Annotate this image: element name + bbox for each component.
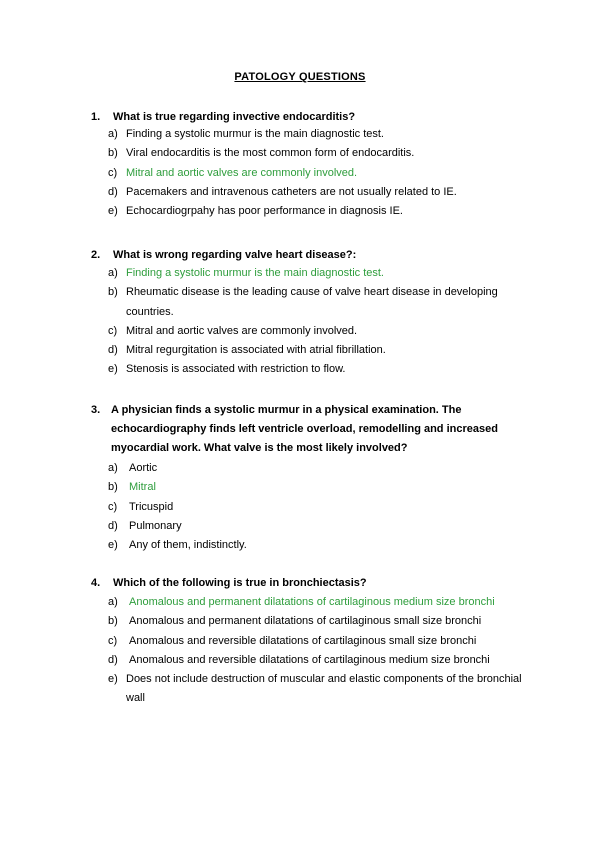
question-text: What is true regarding invective endocarditis? [113,111,356,123]
option-text: Anomalous and permanent dilatations of cartilaginous small size bronchi [129,615,482,628]
option-label: a) [108,267,118,279]
option-e [108,536,528,555]
option-text: Rheumatic disease is the leading cause of valve heart disease in developing countries. [126,286,498,318]
option-a [108,125,528,144]
option-c [108,498,528,517]
option-text: Mitral and aortic valves are commonly involved. [126,324,358,337]
option-text: Any of them, indistinctly. [129,539,247,552]
option-label: c) [108,166,118,179]
option-label: a) [108,462,118,474]
option-text: Mitral regurgitation is associated with atrial fibrillation. [126,344,386,357]
option-text: Mitral and aortic valves are commonly involved. [126,166,358,179]
option-label: c) [108,634,118,647]
option-text: Pulmonary [129,519,182,532]
option-text: Anomalous and reversible dilatations of cartilaginous small size bronchi [129,634,477,647]
question-text: What is wrong regarding valve heart disease?: [113,249,357,261]
option-b [108,283,528,322]
option-e [108,670,528,709]
option-text: Finding a systolic murmur is the main diagnostic test. [126,267,384,279]
option-c-correct [108,164,528,183]
option-d [108,341,528,360]
option-label: b) [108,147,118,160]
option-a-correct [108,264,528,283]
option-label: d) [108,344,118,357]
page-title: PATOLOGY QUESTIONS [234,71,366,83]
option-label: e) [108,673,118,686]
question-text: Which of the following is true in bronchiectasis? [113,577,367,589]
option-text: Pacemakers and intravenous catheters are not usually related to IE. [126,185,457,198]
option-text: Mitral [129,481,156,494]
option-text: Anomalous and reversible dilatations of cartilaginous medium size bronchi [129,653,490,666]
option-label: b) [108,615,118,628]
option-label: b) [108,286,118,299]
question-number: 2. [91,249,101,261]
option-b [108,612,528,631]
option-b [108,144,528,163]
option-label: b) [108,481,118,494]
option-label: d) [108,653,118,666]
option-a-correct [108,593,528,612]
question-4-options [108,593,528,709]
option-c [108,632,528,651]
option-label: d) [108,185,118,198]
option-label: e) [108,363,118,376]
option-text: Stenosis is associated with restriction to flow. [126,363,346,376]
question-number: 1. [91,111,101,123]
option-d [108,183,528,202]
option-label: c) [108,500,118,513]
option-c [108,322,528,341]
option-text: Finding a systolic murmur is the main diagnostic test. [126,128,384,140]
question-3-options [108,459,528,555]
option-label: e) [108,205,118,218]
question-2-options [108,264,528,380]
option-label: a) [108,128,118,140]
option-label: c) [108,324,118,337]
option-e [108,202,528,221]
question-4 [91,574,531,593]
question-number: 4. [91,577,101,589]
option-text: Anomalous and permanent dilatations of cartilaginous medium size bronchi [129,596,495,608]
option-label: a) [108,596,118,608]
option-text: Tricuspid [129,500,174,513]
question-3 [91,401,531,458]
option-d [108,651,528,670]
question-text: A physician finds a systolic murmur in a physical examination. The echocardiography finds left ventricle overload, remodelling and increased myocardial work. What valve is the most likely involved? [111,404,498,454]
option-text: Does not include destruction of muscular and elastic components of the bronchial wall [126,673,522,705]
option-text: Viral endocarditis is the most common form of endocarditis. [126,147,415,160]
option-a [108,459,528,478]
option-label: e) [108,539,118,552]
option-e [108,360,528,379]
question-1-options [108,125,528,221]
question-2 [91,246,531,265]
option-text: Aortic [129,462,158,474]
question-number: 3. [91,404,101,416]
option-text: Echocardiogrpahy has poor performance in diagnosis IE. [126,205,403,218]
option-d [108,517,528,536]
option-label: d) [108,519,118,532]
option-b-correct [108,478,528,497]
